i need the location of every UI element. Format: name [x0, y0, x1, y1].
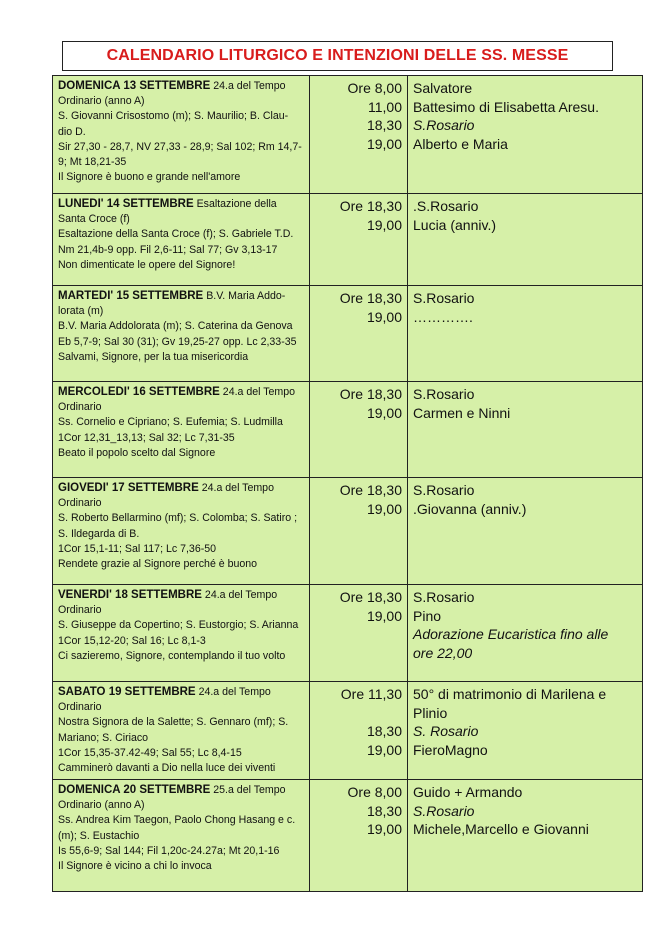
liturgy-line: 1Cor 15,1-11; Sal 117; Lc 7,36-50	[58, 542, 217, 555]
intention-line: FieroMagno	[413, 741, 488, 758]
intention-line: S.Rosario	[413, 117, 475, 133]
liturgy-line: B.V. Maria Addolorata (m); S. Caterina da Genova	[58, 320, 293, 333]
day-row	[53, 382, 643, 478]
day-row	[53, 682, 643, 780]
liturgy-cell	[53, 76, 310, 194]
liturgy-line: 25.a del Tempo	[213, 784, 286, 796]
liturgy-line: Ordinario	[58, 401, 102, 414]
times-cell	[310, 478, 408, 585]
day-heading: SABATO 19 SETTEMBRE	[58, 686, 196, 698]
mass-time: 19,00	[366, 308, 402, 325]
liturgy-line: 1Cor 12,31_13,13; Sal 32; Lc 7,31-35	[58, 431, 235, 444]
liturgy-line: 9; Mt 18,21-35	[58, 156, 127, 169]
liturgy-line: Ordinario	[58, 701, 102, 714]
mass-time: 19,00	[366, 607, 402, 624]
liturgy-line: S. Ildegarda di B.	[58, 527, 140, 540]
mass-time: Ore 8,00	[347, 80, 402, 96]
liturgy-line: Eb 5,7-9; Sal 30 (31); Gv 19,25-27 opp. Lc 2,33-35	[58, 335, 297, 348]
mass-time: Ore 8,00	[347, 784, 402, 800]
liturgy-line: Mariano; S. Ciriaco	[58, 731, 149, 744]
mass-time: Ore 18,30	[339, 290, 402, 306]
liturgy-line: B.V. Maria Addo-	[206, 290, 286, 302]
intention-line: ore 22,00	[413, 644, 473, 661]
times-cell	[310, 682, 408, 780]
day-heading: LUNEDI' 14 SETTEMBRE	[58, 198, 194, 210]
liturgy-line: S. Giovanni Crisostomo (m); S. Maurilio; B. Clau-	[58, 110, 289, 123]
liturgy-line: Il Signore è buono e grande nell'amore	[58, 171, 241, 184]
mass-time: 18,30	[366, 723, 402, 739]
liturgy-line: Sir 27,30 - 28,7, NV 27,33 - 28,9; Sal 102; Rm 14,7-	[58, 140, 302, 153]
liturgy-cell	[53, 478, 310, 585]
times-cell	[310, 585, 408, 682]
intention-line: Salvatore	[413, 80, 473, 96]
intention-line: S. Rosario	[413, 723, 479, 739]
day-row	[53, 780, 643, 892]
liturgy-cell	[53, 682, 310, 780]
liturgy-line: (m); S. Eustachio	[58, 829, 140, 842]
intentions-cell	[408, 194, 643, 286]
intention-line: Alberto e Maria	[413, 135, 508, 152]
day-row	[53, 478, 643, 585]
liturgy-line: 24.a del Tempo	[198, 686, 271, 698]
liturgy-line: 24.a del Tempo	[222, 386, 296, 398]
day-heading: VENERDI' 18 SETTEMBRE	[58, 589, 202, 601]
mass-time: Ore 18,30	[339, 589, 402, 605]
liturgy-line: Ordinario	[58, 604, 102, 617]
liturgy-line: Nostra Signora de la Salette; S. Gennaro (mf); S.	[58, 716, 289, 729]
intention-line: Adorazione Eucaristica fino alle	[413, 626, 609, 642]
times-cell	[310, 194, 408, 286]
day-heading: GIOVEDI' 17 SETTEMBRE	[58, 482, 199, 494]
liturgy-line: 1Cor 15,12-20; Sal 16; Lc 8,1-3	[58, 634, 206, 647]
liturgy-line: lorata (m)	[58, 305, 104, 318]
intention-line: Guido + Armando	[413, 784, 523, 800]
mass-time: Ore 11,30	[340, 686, 402, 702]
page-title-box	[62, 41, 613, 71]
intention-line: Lucia (anniv.)	[413, 216, 497, 233]
mass-time: 18,30	[366, 117, 402, 133]
mass-time: Ore 18,30	[339, 386, 402, 402]
liturgy-line: Beato il popolo scelto dal Signore	[58, 446, 216, 459]
page-title: CALENDARIO LITURGICO E INTENZIONI DELLE SS. MESSE	[106, 47, 569, 64]
liturgy-line: Ordinario (anno A)	[58, 95, 145, 108]
liturgy-line: Salvami, Signore, per la tua misericordia	[58, 350, 249, 363]
times-cell	[310, 286, 408, 382]
intentions-cell	[408, 286, 643, 382]
day-row	[53, 76, 643, 194]
intentions-cell	[408, 780, 643, 892]
intention-line: Pino	[413, 607, 442, 624]
liturgy-line: Il Signore è vicino a chi lo invoca	[58, 860, 212, 873]
intentions-cell	[408, 76, 643, 194]
liturgy-line: Ordinario (anno A)	[58, 799, 145, 812]
mass-time	[315, 704, 402, 723]
intention-line: 50° di matrimonio di Marilena e	[413, 686, 607, 702]
mass-time: 19,00	[366, 135, 402, 152]
mass-time: 19,00	[366, 500, 402, 517]
mass-time: 19,00	[366, 741, 402, 758]
intention-line: S.Rosario	[413, 290, 475, 306]
intention-line: Battesimo di Elisabetta Aresu.	[413, 98, 599, 115]
intentions-cell	[408, 382, 643, 478]
day-heading: DOMENICA 13 SETTEMBRE	[58, 80, 211, 92]
liturgy-cell	[53, 585, 310, 682]
day-heading: DOMENICA 20 SETTEMBRE	[58, 784, 211, 796]
liturgy-line: Non dimenticate le opere del Signore!	[58, 258, 236, 271]
intentions-cell	[408, 585, 643, 682]
liturgy-cell	[53, 382, 310, 478]
liturgy-line: Nm 21,4b-9 opp. Fil 2,6-11; Sal 77; Gv 3,13-17	[58, 243, 278, 256]
intention-line: Carmen e Ninni	[413, 404, 511, 421]
mass-time: 18,30	[366, 802, 402, 819]
intentions-cell	[408, 478, 643, 585]
times-cell	[310, 76, 408, 194]
day-row	[53, 286, 643, 382]
liturgy-line: Esaltazione della	[196, 198, 277, 210]
intention-line: ………….	[413, 308, 473, 325]
mass-time: 19,00	[366, 216, 402, 233]
intentions-cell	[408, 682, 643, 780]
intention-line: S.Rosario	[413, 482, 475, 498]
liturgy-line: 1Cor 15,35-37.42-49; Sal 55; Lc 8,4-15	[58, 746, 242, 759]
intention-line: .Giovanna (anniv.)	[413, 500, 527, 517]
liturgy-line: Santa Croce (f)	[58, 213, 130, 226]
day-row	[53, 585, 643, 682]
liturgy-cell	[53, 194, 310, 286]
intention-line: .S.Rosario	[413, 198, 479, 214]
liturgy-line: Ss. Cornelio e Cipriano; S. Eufemia; S. Ludmilla	[58, 416, 283, 429]
day-heading: MARTEDI' 15 SETTEMBRE	[58, 290, 204, 302]
times-cell	[310, 780, 408, 892]
liturgy-line: dio D.	[58, 125, 86, 138]
liturgy-line: 24.a del Tempo	[201, 482, 274, 494]
liturgy-line: S. Roberto Bellarmino (mf); S. Colomba; S. Satiro ;	[58, 512, 298, 525]
intention-line: S.Rosario	[413, 386, 475, 402]
liturgy-line: Rendete grazie al Signore perché è buono	[58, 558, 258, 571]
liturgy-line: S. Giuseppe da Copertino; S. Eustorgio; S. Arianna	[58, 619, 299, 632]
intention-line: Michele,Marcello e Giovanni	[413, 821, 589, 837]
day-row	[53, 194, 643, 286]
liturgy-line: Ci sazieremo, Signore, contemplando il tuo volto	[58, 649, 286, 662]
times-cell	[310, 382, 408, 478]
mass-time: 11,00	[368, 98, 402, 115]
liturgy-line: Camminerò davanti a Dio nella luce dei viventi	[58, 762, 276, 775]
mass-time: 19,00	[366, 404, 402, 421]
liturgy-cell	[53, 780, 310, 892]
liturgy-line: 24.a del Tempo	[213, 80, 286, 92]
liturgy-line: Ordinario	[58, 497, 102, 510]
mass-time: Ore 18,30	[339, 482, 402, 498]
liturgy-line: Is 55,6-9; Sal 144; Fil 1,20c-24.27a; Mt 20,1-16	[58, 844, 280, 857]
intention-line: S.Rosario	[413, 589, 475, 605]
intention-line: S.Rosario	[413, 802, 475, 819]
day-heading: MERCOLEDI' 16 SETTEMBRE	[58, 386, 220, 398]
mass-time: 19,00	[366, 821, 402, 837]
calendar-table	[52, 75, 643, 892]
liturgy-line: Esaltazione della Santa Croce (f); S. Gabriele T.D.	[58, 228, 294, 241]
liturgy-line: 24.a del Tempo	[204, 589, 278, 601]
liturgy-cell	[53, 286, 310, 382]
liturgy-line: Ss. Andrea Kim Taegon, Paolo Chong Hasang e c.	[58, 814, 296, 827]
mass-time: Ore 18,30	[339, 198, 402, 214]
intention-line: Plinio	[413, 704, 448, 721]
